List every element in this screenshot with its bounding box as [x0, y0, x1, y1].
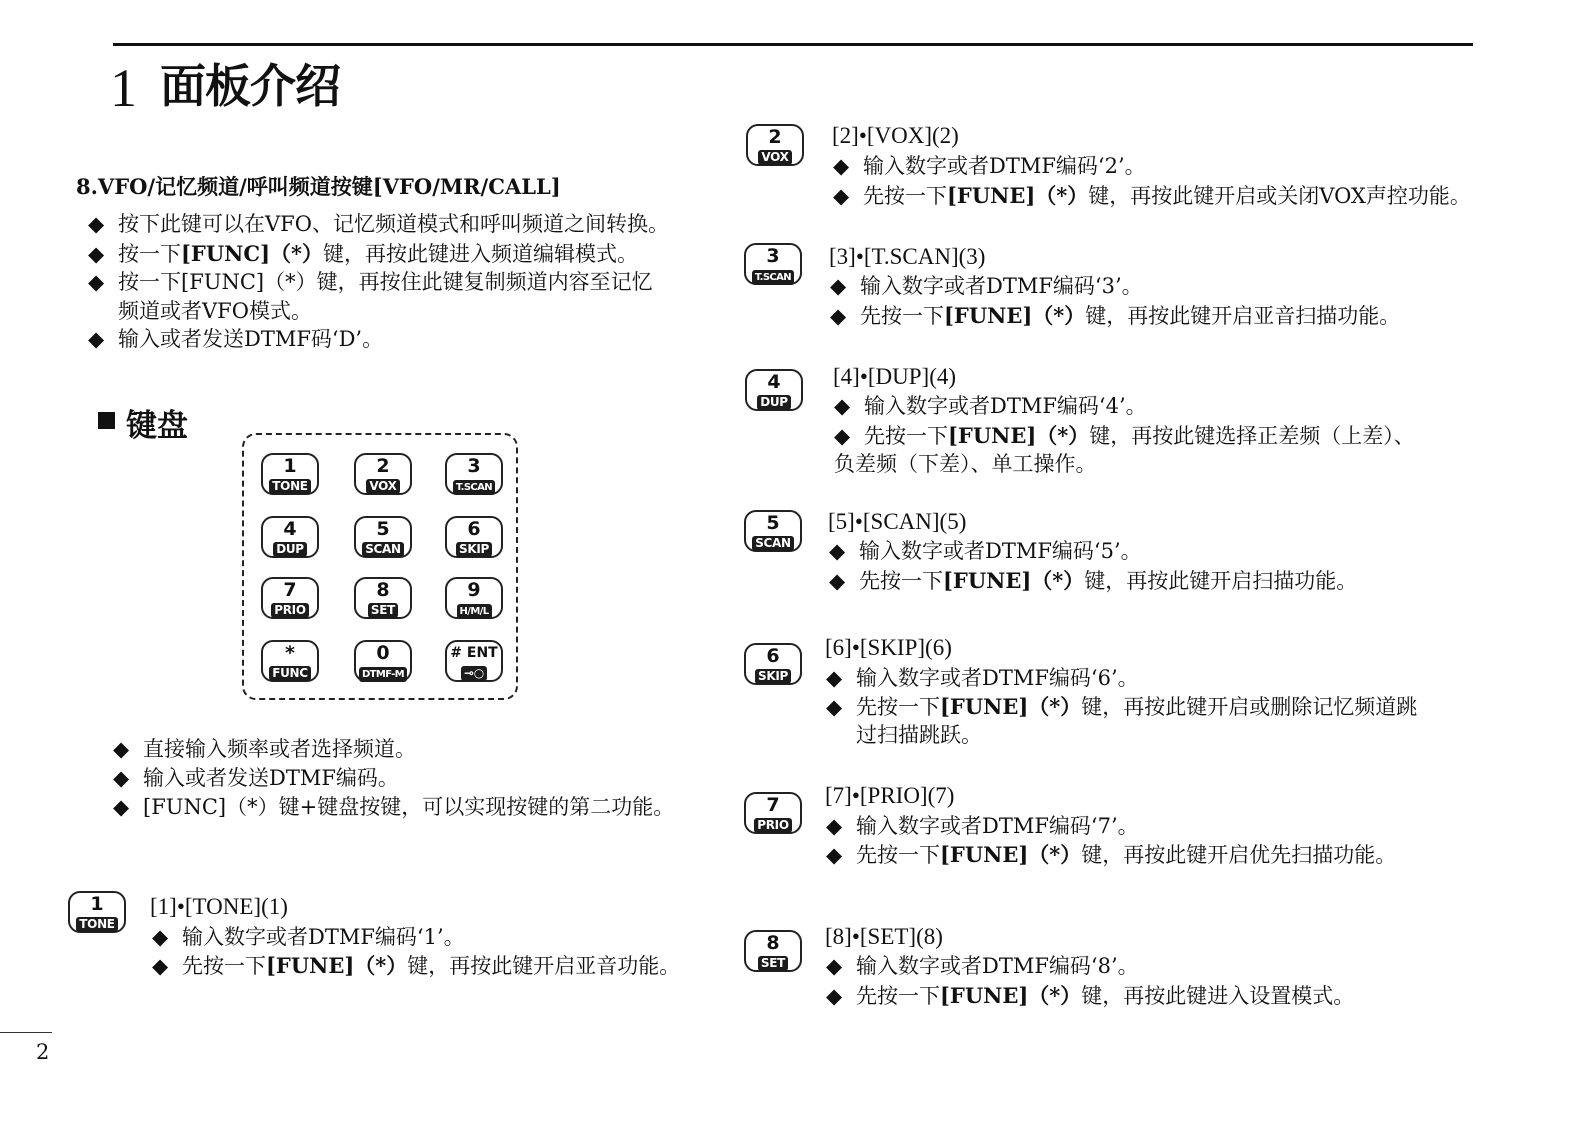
keypad-key: 9 H/M/L: [445, 577, 503, 619]
key-1-icon: 1 TONE: [68, 891, 126, 933]
keypad-section-title: 键盘: [126, 408, 188, 444]
key-4-title: [4]•[DUP](4): [833, 364, 957, 389]
page-number: 2: [36, 1040, 50, 1064]
key-7-bullet: ◆ 先按一下[FUNE]（*）键，再按此键开启优先扫描功能。: [826, 842, 1397, 867]
keypad-key: 8 SET: [354, 577, 412, 619]
key-7-icon: 7 PRIO: [744, 792, 802, 834]
keypad-key: 1 TONE: [261, 453, 319, 495]
section-8-bullet: ◆ 按一下[FUNC]（*）键，再按此键进入频道编辑模式。: [88, 241, 638, 266]
key-5-bullet: ◆ 先按一下[FUNE]（*）键，再按此键开启扫描功能。: [829, 568, 1358, 593]
key-6-bullet: ◆ 输入数字或者DTMF编码‘6’。: [826, 666, 1139, 690]
key-1-bullet: ◆ 先按一下[FUNE]（*）键，再按此键开启亚音功能。: [152, 953, 681, 978]
key-5-bullet: ◆ 输入数字或者DTMF编码‘5’。: [829, 539, 1142, 563]
keypad-bullet: ◆ 直接输入频率或者选择频道。: [113, 737, 416, 761]
key-4-bullet: ◆ 输入数字或者DTMF编码‘4’。: [834, 394, 1147, 418]
section-marker: [98, 412, 115, 429]
key-8-bullet: ◆ 输入数字或者DTMF编码‘8’。: [826, 954, 1139, 978]
key-8-icon: 8 SET: [744, 930, 802, 972]
keypad-key: * FUNC: [261, 640, 319, 682]
key-4-bullet-cont: 负差频（下差）、单工操作。: [834, 452, 1097, 476]
key-2-title: [2]•[VOX](2): [832, 123, 959, 148]
key-6-bullet-cont: 过扫描跳跃。: [856, 723, 982, 747]
section-8-bullet: ◆ 按一下[FUNC]（*）键，再按住此键复制频道内容至记忆 频道或者VFO模式。: [88, 270, 653, 323]
key-8-title: [8]•[SET](8): [825, 924, 943, 949]
key-3-icon: 3 T.SCAN: [744, 243, 802, 285]
keypad-key: 7 PRIO: [261, 577, 319, 619]
key-2-icon: 2 VOX: [746, 124, 804, 166]
key-6-title: [6]•[SKIP](6): [825, 635, 952, 660]
chapter-number: 1: [110, 58, 137, 118]
key-4-icon: 4 DUP: [745, 369, 803, 411]
keypad-bullet: ◆ [FUNC]（*）键+键盘按键，可以实现按键的第二功能。: [113, 795, 675, 819]
keypad-key: 3 T.SCAN: [445, 453, 503, 495]
keypad-key: 6 SKIP: [445, 516, 503, 558]
keypad-key: 0 DTMF-M: [354, 640, 412, 682]
key-3-bullet: ◆ 先按一下[FUNE]（*）键，再按此键开启亚音扫描功能。: [830, 303, 1401, 328]
key-3-bullet: ◆ 输入数字或者DTMF编码‘3’。: [830, 274, 1143, 298]
key-6-icon: 6 SKIP: [744, 643, 802, 685]
keypad-bullet: ◆ 输入或者发送DTMF编码。: [113, 766, 399, 790]
keypad-illustration: [242, 433, 518, 700]
keypad-key: 2 VOX: [354, 453, 412, 495]
key-1-bullet: ◆ 输入数字或者DTMF编码‘1’。: [152, 925, 465, 949]
key-7-title: [7]•[PRIO](7): [825, 783, 955, 808]
keypad-key: 4 DUP: [261, 516, 319, 558]
key-3-title: [3]•[T.SCAN](3): [829, 244, 986, 269]
keypad-key: 5 SCAN: [354, 516, 412, 558]
key-4-bullet: ◆ 先按一下[FUNE]（*）键，再按此键选择正差频（上差）、: [834, 423, 1415, 448]
key-1-title: [1]•[TONE](1): [150, 894, 288, 919]
section-8-bullet: ◆ 按下此键可以在VFO、记忆频道模式和呼叫频道之间转换。: [88, 212, 669, 236]
key-8-bullet: ◆ 先按一下[FUNE]（*）键，再按此键进入设置模式。: [826, 983, 1355, 1008]
page-number-rule: [0, 1032, 52, 1033]
keypad-key: # ENT ⊸○: [445, 640, 503, 682]
key-2-bullet: ◆ 先按一下[FUNE]（*）键，再按此键开启或关闭VOX声控功能。: [833, 183, 1471, 208]
section-8-bullet: ◆ 输入或者发送DTMF码‘D’。: [88, 327, 384, 351]
chapter-title: 面板介绍: [160, 59, 340, 113]
section-8-heading: 8.VFO/记忆频道/呼叫频道按键[VFO/MR/CALL]: [76, 174, 561, 199]
key-7-bullet: ◆ 输入数字或者DTMF编码‘7’。: [826, 814, 1139, 838]
key-5-title: [5]•[SCAN](5): [828, 509, 967, 534]
key-6-bullet: ◆ 先按一下[FUNE]（*）键，再按此键开启或删除记忆频道跳: [826, 694, 1418, 719]
top-rule: [113, 43, 1473, 46]
key-5-icon: 5 SCAN: [744, 510, 802, 552]
key-2-bullet: ◆ 输入数字或者DTMF编码‘2’。: [833, 154, 1146, 178]
